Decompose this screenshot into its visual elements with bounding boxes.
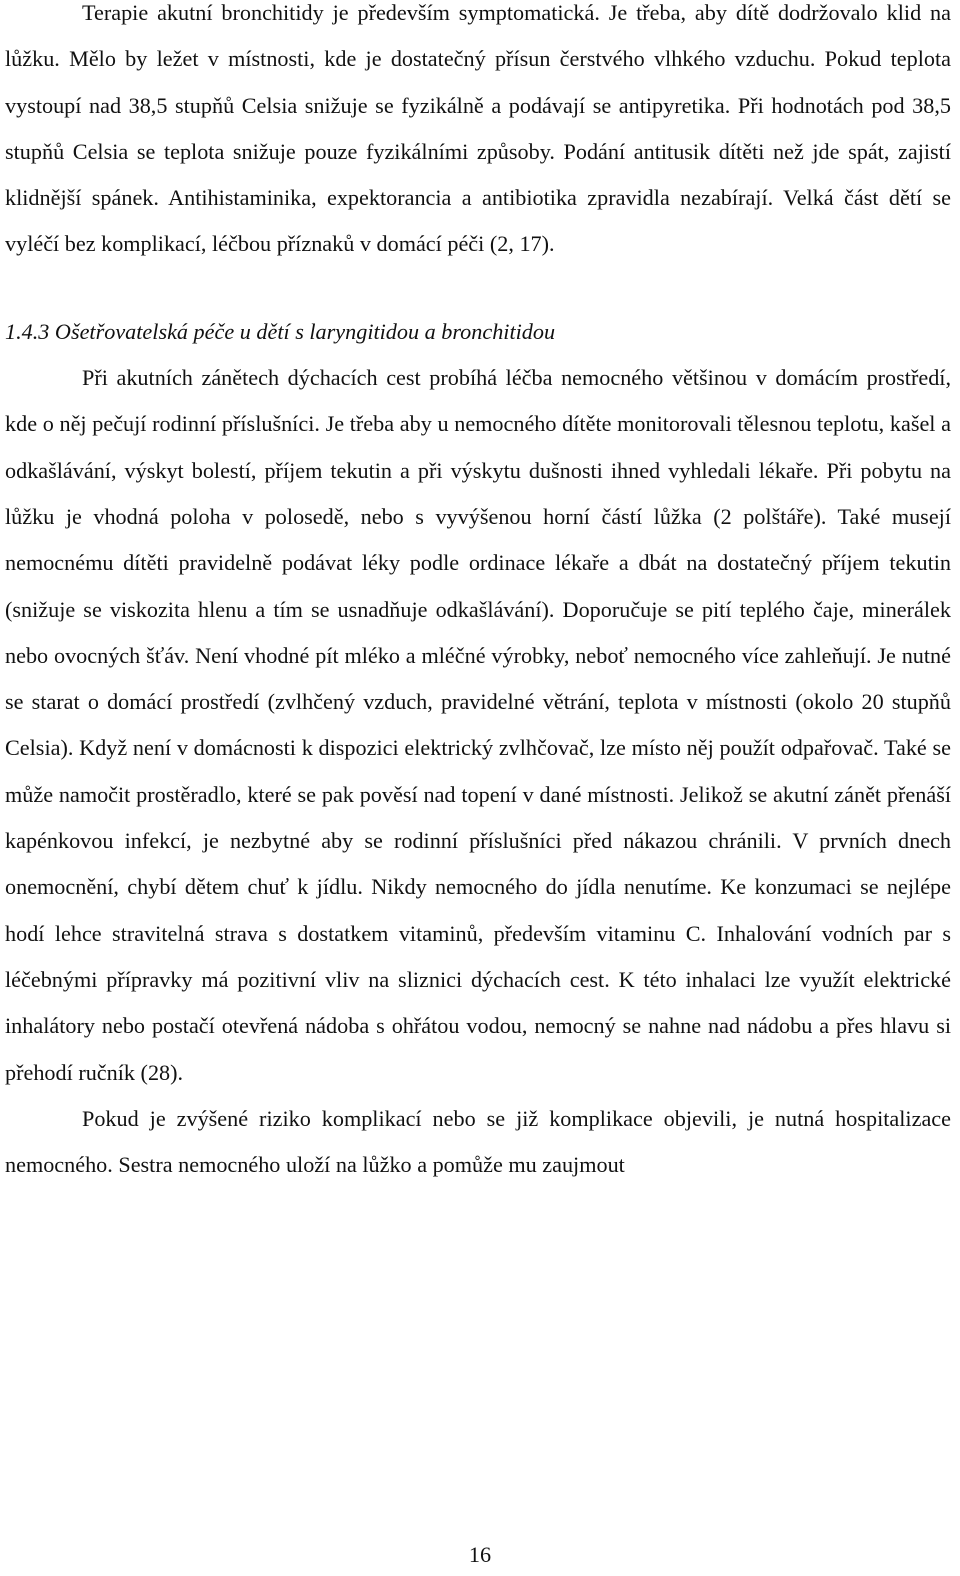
section-heading: 1.4.3 Ošetřovatelská péče u dětí s laryngitidou a bronchitidou [5,318,556,344]
page-number: 16 [468,1542,492,1567]
document-page [5,0,951,1188]
paragraph-nursing-care: Při akutních zánětech dýchacích cest probíhá léčba nemocného většinou v domácím prostředí, kde o něj pečují rodinní příslušníci. Je třeba aby u nemocného dítěte monitorovali tělesnou teplotu, kašel a odkašlávání, výskyt bolestí, příjem tekutin a při výskytu dušnosti ihned vyhledali lékaře. Při pobytu na lůžku je vhodná poloha v polosedě, nebo s vyvýšenou horní částí lůžka (2 polštáře). Také musejí nemocnému dítěti pravidelně podávat léky podle ordinace lékaře a dbát na dostatečný příjem tekutin (snižuje se viskozita hlenu a tím se usnadňuje odkašlávání). Doporučuje se pití teplého čaje, minerálek nebo ovocných šťáv. Není vhodné pít mléko a mléčné výrobky, neboť nemocného více zahleňují. Je nutné se starat o domácí prostředí (zvlhčený vzduch, pravidelné větrání, teplota v místnosti (okolo 20 stupňů Celsia). Když není v domácnosti k dispozici elektrický zvlhčovač, lze místo něj použít odpařovač. Také se může namočit prostěradlo, které se pak pověsí nad topení v dané místnosti. Jelikož se akutní zánět přenáší kapénkovou infekcí, je nezbytné aby se rodinní příslušníci před nákazou chránili. V prvních dnech onemocnění, chybí dětem chuť k jídlu. Nikdy nemocného do jídla nenutíme. Ke konzumaci se nejlépe hodí lehce stravitelná strava s dostatkem vitaminů, především vitaminu C. Inhalování vodních par s léčebnými přípravky má pozitivní vliv na sliznici dýchacích cest. K této inhalaci lze využít elektrické inhalátory nebo postačí otevřená nádoba s ohřátou vodou, nemocný se nahne nad nádobu a přes hlavu si přehodí ručník (28). [5,365,951,1085]
paragraph-hospitalization: Pokud je zvýšené riziko komplikací nebo se již komplikace objevili, je nutná hospitalizace nemocného. Sestra nemocného uloží na lůžko a pomůže mu zaujmout [5,1105,951,1178]
paragraph-therapy-bronchitis: Terapie akutní bronchitidy je především symptomatická. Je třeba, aby dítě dodržovalo klid na lůžku. Mělo by ležet v místnosti, kde je dostatečný přísun čerstvého vlhkého vzduchu. Pokud teplota vystoupí nad 38,5 stupňů Celsia snižuje se fyzikálně a podávají se antipyretika. Při hodnotách pod 38,5 stupňů Celsia se teplota snižuje pouze fyzikálními způsoby. Podání antitusik dítěti než jde spát, zajistí klidnější spánek. Antihistaminika, expektorancia a antibiotika zpravidla nezabírají. Velká část dětí se vyléčí bez komplikací, léčbou příznaků v domácí péči (2, 17). [5,0,951,257]
